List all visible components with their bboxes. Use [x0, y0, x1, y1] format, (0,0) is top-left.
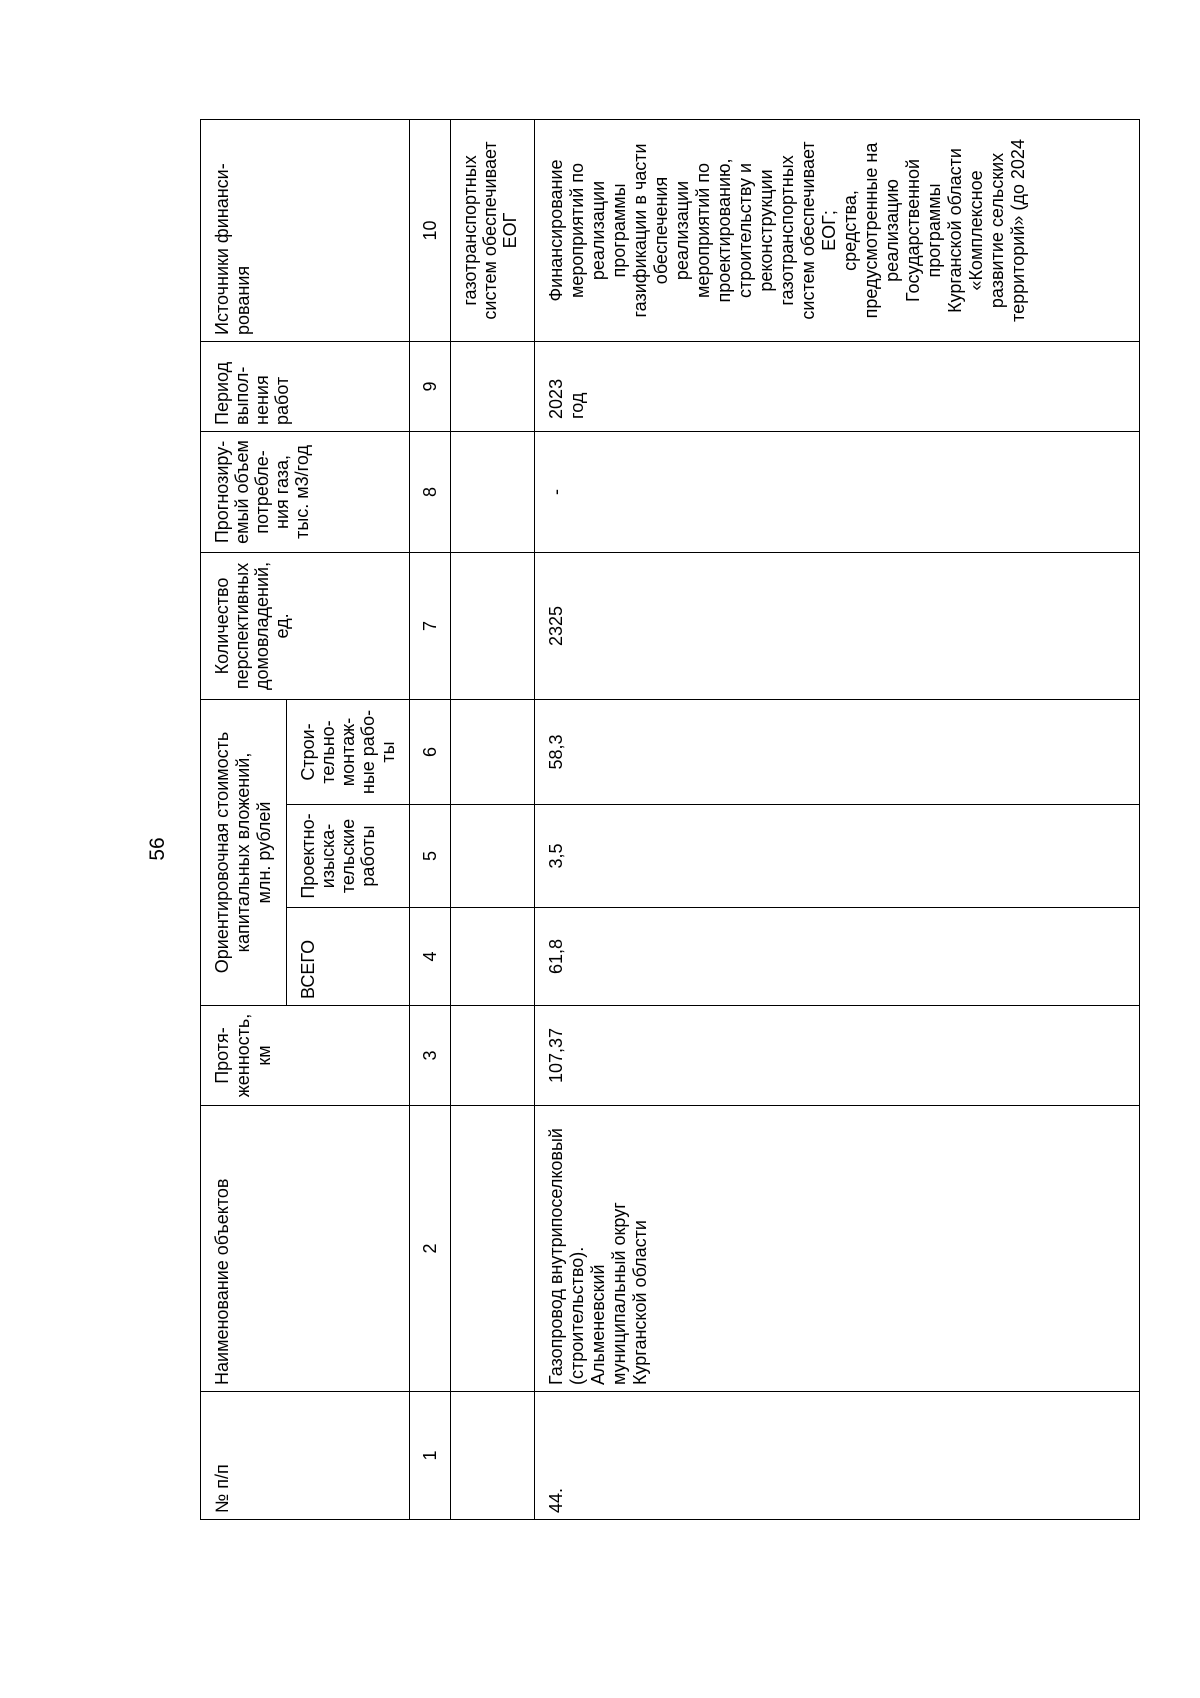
row-object-name: Газопровод внутрипоселковый (строительство). Альменевский муниципальный округ Курганской области	[535, 1106, 1140, 1392]
header-households: Количество перспективных домовладений, ед.	[201, 552, 410, 699]
header-number: № п/п	[201, 1392, 410, 1520]
header-object-name: Наименование объектов	[201, 1106, 410, 1392]
column-number: 1	[410, 1392, 451, 1520]
column-numbers-row	[410, 119, 451, 1519]
row-gas-volume: -	[535, 431, 1140, 552]
row-cost-construction: 58,3	[535, 699, 1140, 804]
row-funding-sources: Финансирование мероприятий по реализации программы газификации в части обеспечения реализации мероприятий по проектированию, строительству и реконструкции газотранспортных систем обеспечивает ЕОГ; средства, предусмотренные на реализацию Государственной программы Курганской области «Комплексное развитие сельских территорий» (до 2024	[535, 119, 1140, 341]
header-cost-total: ВСЕГО	[287, 908, 410, 1006]
row-cost-design: 3,5	[535, 805, 1140, 908]
row-period: 2023 год	[535, 341, 1140, 431]
column-number: 10	[410, 119, 451, 341]
header-cost-group: Ориентировочная стоимость капитальных вложений, млн. рублей	[201, 699, 287, 1005]
row-cost-total: 61,8	[535, 908, 1140, 1006]
column-number: 3	[410, 1006, 451, 1106]
row-households: 2325	[535, 552, 1140, 699]
header-length: Протя- женность, км	[201, 1006, 410, 1106]
column-number: 7	[410, 552, 451, 699]
column-number: 9	[410, 341, 451, 431]
continuation-sources-text: газотранспортных систем обеспечивает ЕОГ	[451, 119, 535, 341]
continuation-row	[451, 119, 535, 1519]
rotated-table-sheet	[200, 120, 1140, 1520]
column-number: 4	[410, 908, 451, 1006]
page-number: 56	[146, 837, 169, 861]
row-length: 107,37	[535, 1006, 1140, 1106]
header-gas-volume: Прогнозиру- емый объем потребле- ния газа, тыс. м3/год	[201, 431, 410, 552]
header-sources: Источники финанси- рования	[201, 119, 410, 341]
column-number: 8	[410, 431, 451, 552]
column-number: 5	[410, 805, 451, 908]
header-period: Период выпол- нения работ	[201, 341, 410, 431]
column-number: 6	[410, 699, 451, 804]
header-cost-design: Проектно- изыска- тельские работы	[287, 805, 410, 908]
row-number: 44.	[535, 1392, 1140, 1520]
header-cost-construction: Строи- тельно- монтаж- ные рабо- ты	[287, 699, 410, 804]
table-row	[535, 119, 1140, 1519]
column-number: 2	[410, 1106, 451, 1392]
objects-table	[200, 119, 1140, 1520]
